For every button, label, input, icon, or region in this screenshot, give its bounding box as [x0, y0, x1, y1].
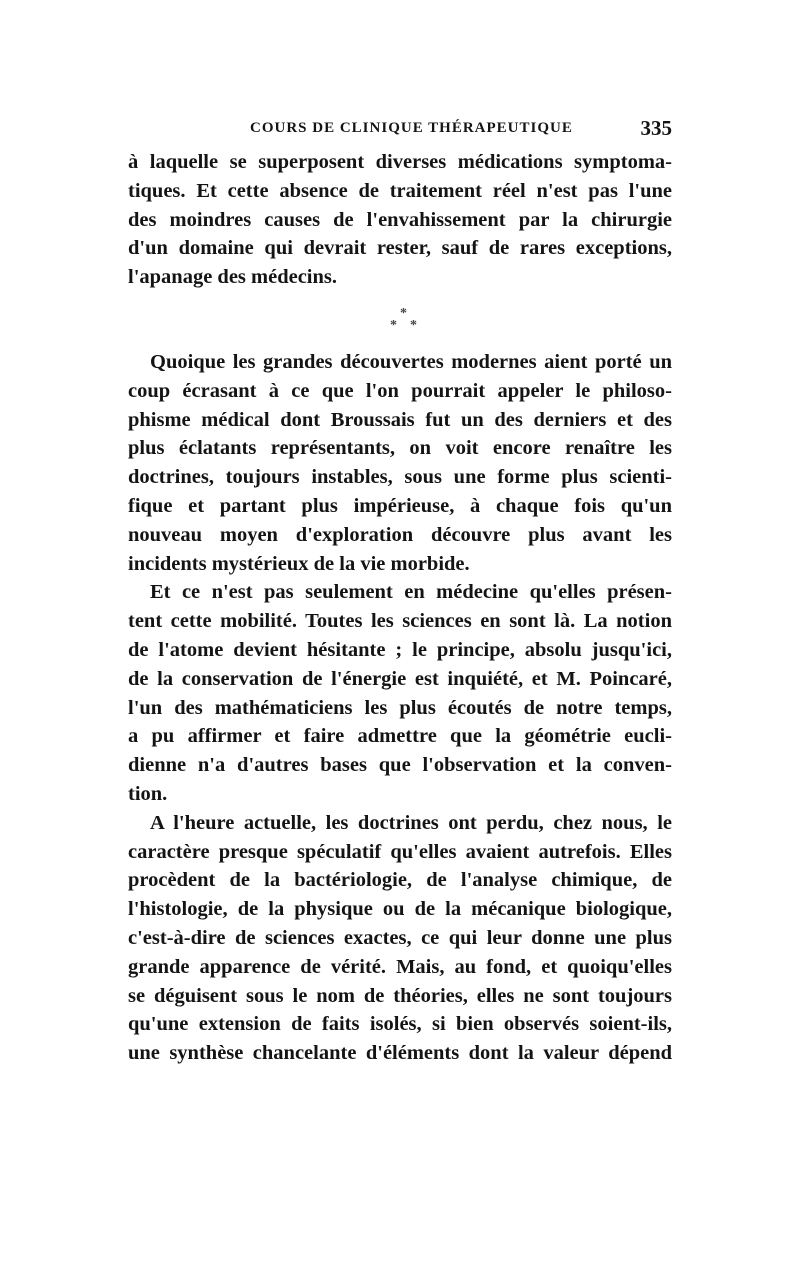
text-line: une synthèse chancelante d'éléments dont la valeur dépend [128, 1042, 672, 1065]
paragraph-2 [128, 348, 672, 578]
text-line: tion. [128, 782, 168, 805]
text-line: à laquelle se superposent diverses médications symptoma- [128, 151, 672, 173]
book-page [128, 112, 672, 1068]
text-line: A l'heure actuelle, les doctrines ont perdu, chez nous, le [150, 811, 672, 834]
text-line: nouveau moyen d'exploration découvre plus avant les [128, 523, 672, 546]
text-line: plus éclatants représentants, on voit encore renaître les [128, 437, 672, 460]
text-line: Et ce n'est pas seulement en médecine qu'elles présen- [150, 581, 672, 604]
running-title: COURS DE CLINIQUE THÉRAPEUTIQUE [250, 120, 573, 136]
text-line: l'un des mathématiciens les plus écoutés de notre temps, [128, 696, 672, 719]
text-line: coup écrasant à ce que l'on pourrait appeler le philoso- [128, 379, 672, 402]
text-line: de l'atome devient hésitante ; le principe, absolu jusqu'ici, [128, 638, 672, 661]
asterism-star: * [390, 317, 397, 333]
text-line: des moindres causes de l'envahissement par la chirurgie [128, 208, 672, 231]
text-line: l'apanage des médecins. [128, 266, 337, 289]
paragraph-1 [128, 148, 672, 292]
paragraph-3 [128, 578, 672, 808]
page-number: 335 [640, 116, 672, 140]
text-line: a pu affirmer et faire admettre que la géométrie eucli- [128, 725, 672, 748]
text-line: qu'une extension de faits isolés, si bien observés soient-ils, [128, 1013, 672, 1036]
text-line: procèdent de la bactériologie, de l'analyse chimique, de [128, 869, 672, 892]
text-line: fique et partant plus impérieuse, à chaque fois qu'un [128, 494, 672, 517]
text-line: d'un domaine qui devrait rester, sauf de rares exceptions, [128, 237, 672, 260]
text-line: dienne n'a d'autres bases que l'observation et la conven- [128, 754, 672, 777]
asterism-star: * [410, 317, 417, 333]
text-line: tent cette mobilité. Toutes les sciences en sont là. La notion [128, 610, 672, 633]
running-head [128, 112, 672, 142]
text-line: tiques. Et cette absence de traitement réel n'est pas l'une [128, 179, 672, 202]
paragraph-4 [128, 809, 672, 1068]
text-line: caractère presque spéculatif qu'elles avaient autrefois. Elles [128, 840, 672, 863]
text-line: de la conservation de l'énergie est inquiété, et M. Poincaré, [128, 667, 672, 690]
text-line: doctrines, toujours instables, sous une forme plus scienti- [128, 466, 672, 489]
text-line: l'histologie, de la physique ou de la mécanique biologique, [128, 898, 672, 921]
text-line: phisme médical dont Broussais fut un des derniers et des [128, 408, 672, 431]
text-line: c'est-à-dire de sciences exactes, ce qui leur donne une plus [128, 926, 672, 949]
text-line: Quoique les grandes découvertes modernes aient porté un [150, 350, 672, 373]
text-line: se déguisent sous le nom de théories, elles ne sont toujours [128, 984, 672, 1007]
text-line: incidents mystérieux de la vie morbide. [128, 552, 470, 575]
section-asterism [128, 292, 672, 348]
text-line: grande apparence de vérité. Mais, au fond, et quoiqu'elles [128, 955, 672, 978]
asterism-star: * [400, 305, 407, 321]
